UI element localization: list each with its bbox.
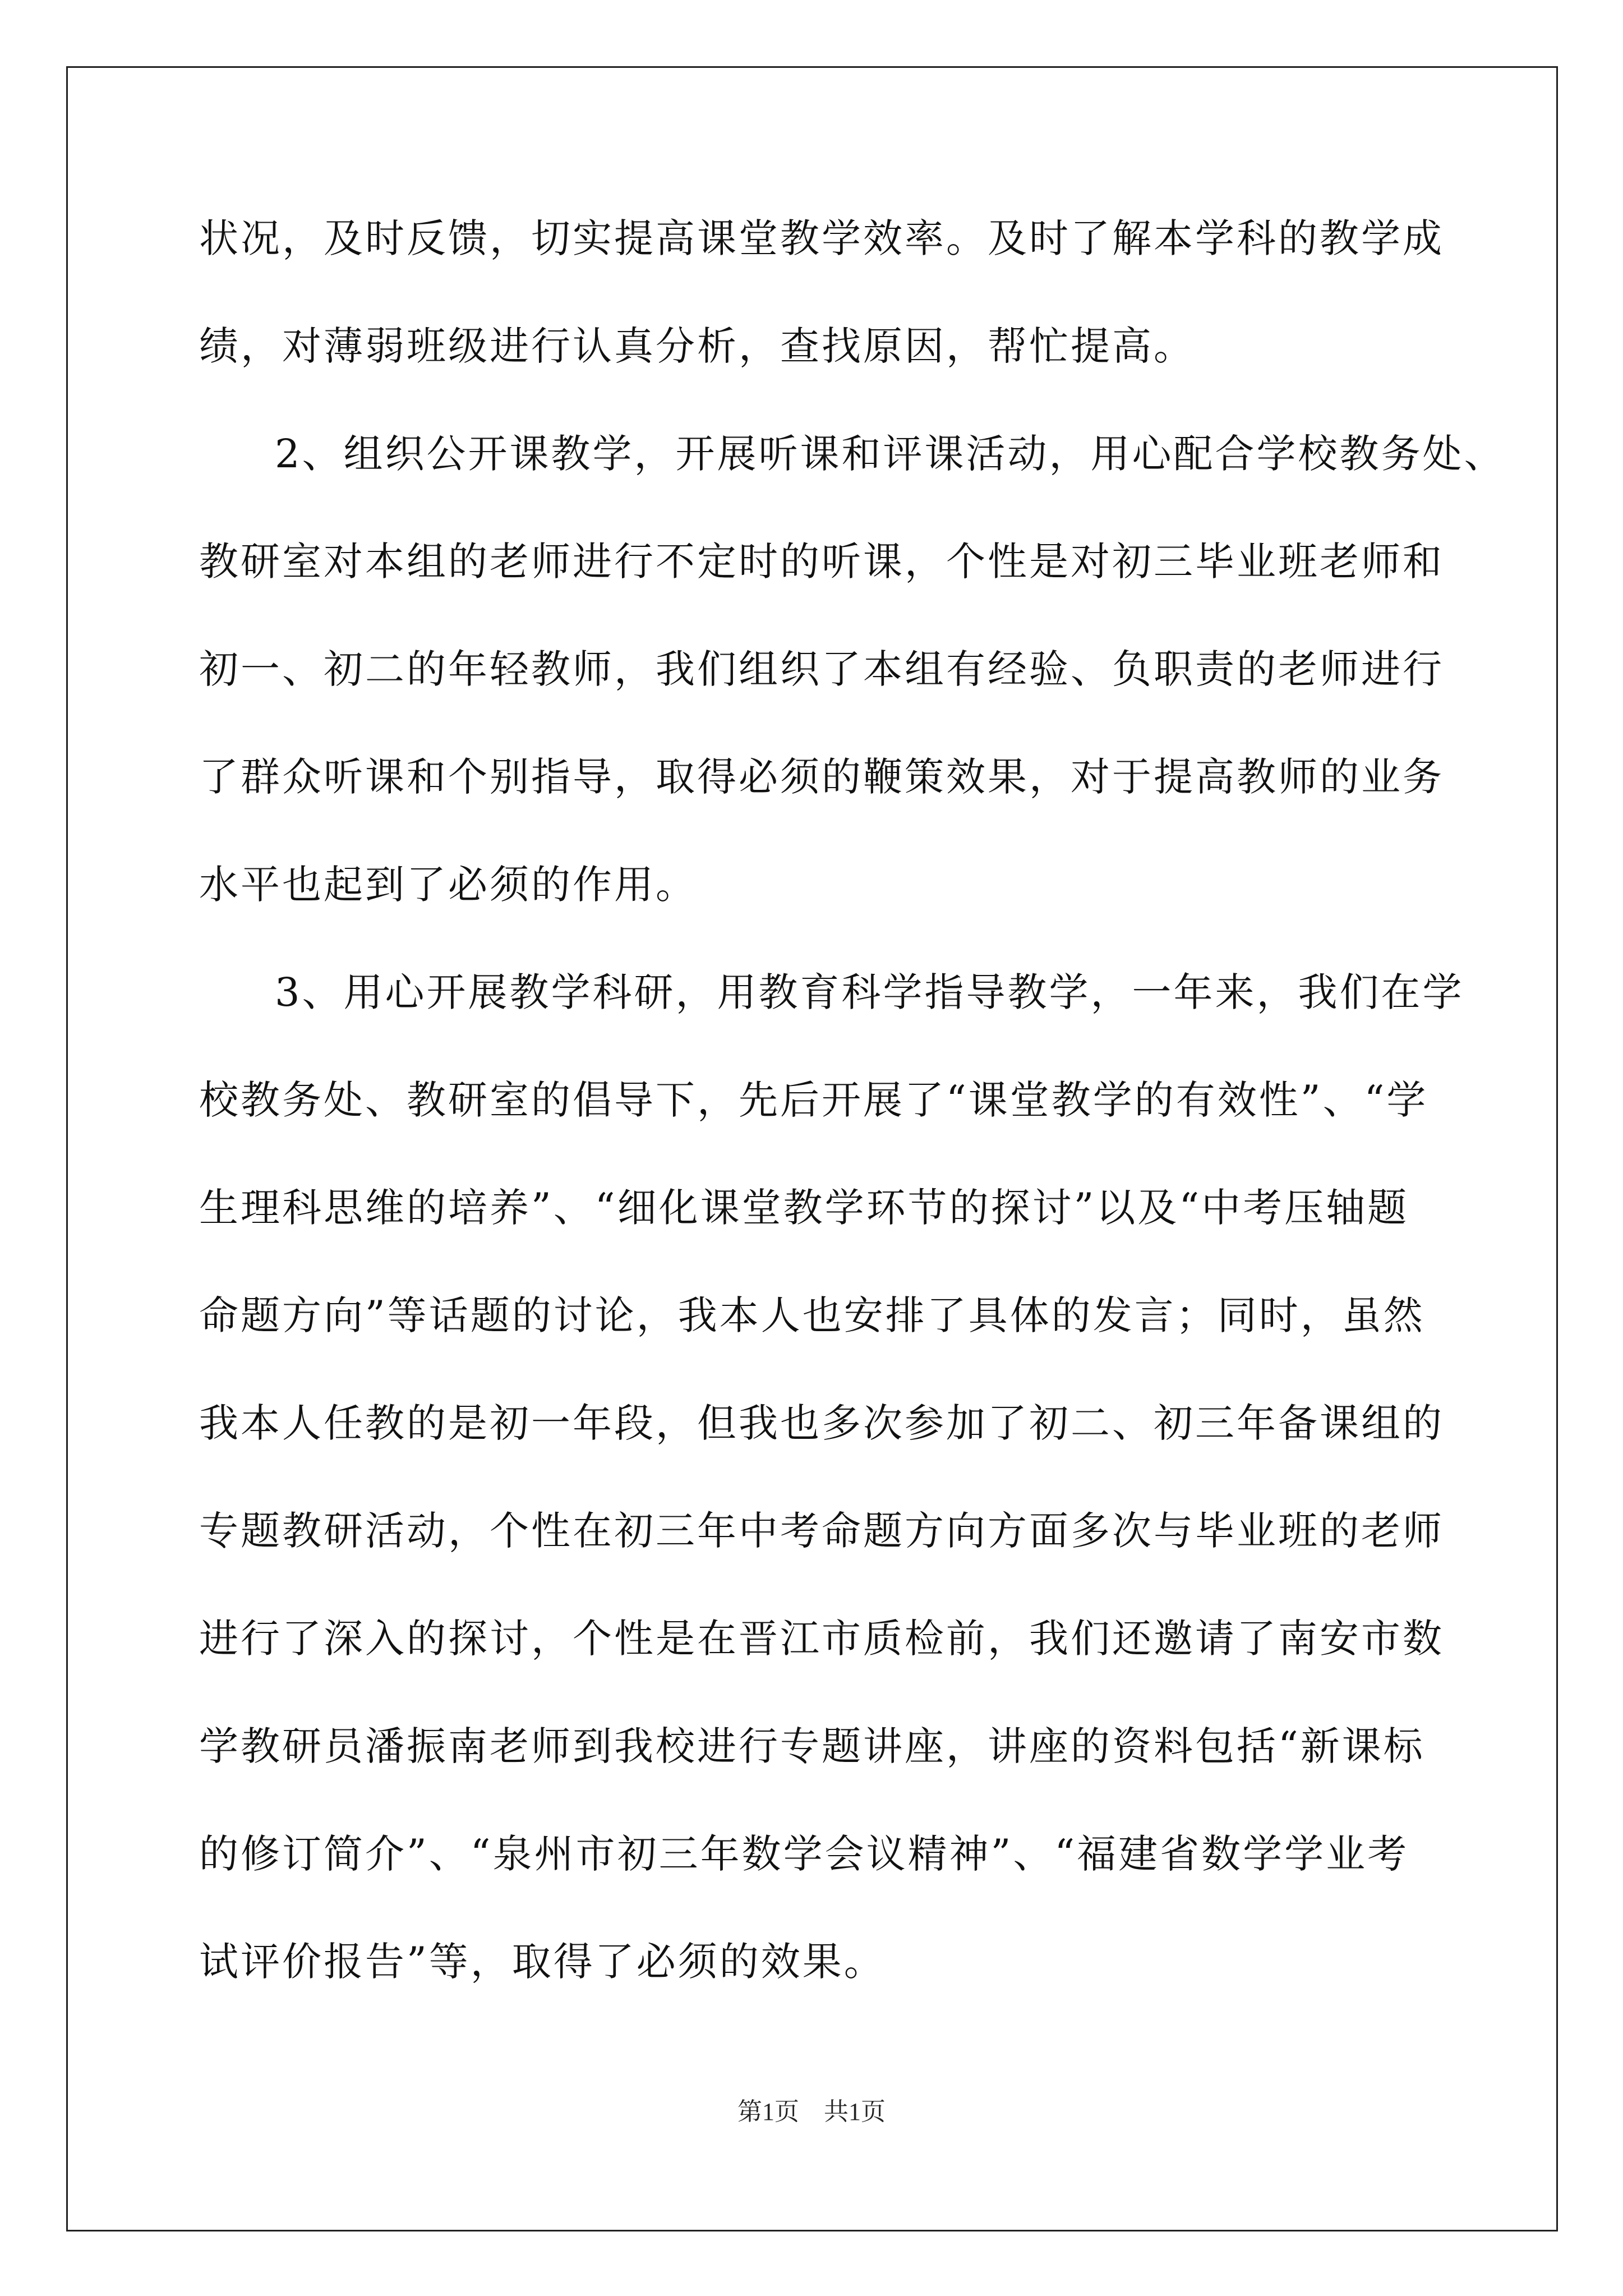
text-line: 校教务处、教研室的倡导下，先后开展了“课堂教学的有效性”、“学 bbox=[199, 1077, 1428, 1123]
text-line: 初一、初二的年轻教师，我们组织了本组有经验、负职责的老师进行 bbox=[199, 646, 1444, 692]
text-line: 进行了深入的探讨，个性是在晋江市质检前，我们还邀请了南安市数 bbox=[199, 1616, 1444, 1662]
text-line: 的修订简介”、“泉州市初三年数学会议精神”、“福建省数学学业考 bbox=[199, 1831, 1409, 1877]
text-line: 试评价报告”等，取得了必须的效果。 bbox=[199, 1939, 886, 1985]
text-line: 命题方向”等话题的讨论，我本人也安排了具体的发言；同时，虽然 bbox=[199, 1292, 1425, 1338]
text-line: 状况，及时反馈，切实提高课堂教学效率。及时了解本学科的教学成 bbox=[199, 215, 1444, 261]
text-line: 了群众听课和个别指导，取得必须的鞭策效果，对于提高教师的业务 bbox=[199, 754, 1444, 800]
text-line: 学教研员潘振南老师到我校进行专题讲座，讲座的资料包括“新课标 bbox=[199, 1723, 1425, 1769]
text-line: 教研室对本组的老师进行不定时的听课，个性是对初三毕业班老师和 bbox=[199, 539, 1444, 585]
text-line: 生理科思维的培养”、“细化课堂教学环节的探讨”以及“中考压轴题 bbox=[199, 1185, 1409, 1231]
text-line: 水平也起到了必须的作用。 bbox=[199, 862, 697, 908]
text-line: 专题教研活动，个性在初三年中考命题方向方面多次与毕业班的老师 bbox=[199, 1508, 1444, 1554]
paragraph-start-line: 2、组织公开课教学，开展听课和评课活动，用心配合学校教务处、 bbox=[275, 431, 1506, 477]
page-border bbox=[66, 66, 1558, 2231]
text-line: 绩，对薄弱班级进行认真分析，查找原因，帮忙提高。 bbox=[199, 323, 1195, 369]
page-number-footer: 第1页 共1页 bbox=[737, 2098, 886, 2125]
paragraph-start-line: 3、用心开展教学科研，用教育科学指导教学，一年来，我们在学 bbox=[275, 969, 1464, 1015]
text-line: 我本人任教的是初一年段，但我也多次参加了初二、初三年备课组的 bbox=[199, 1400, 1444, 1446]
